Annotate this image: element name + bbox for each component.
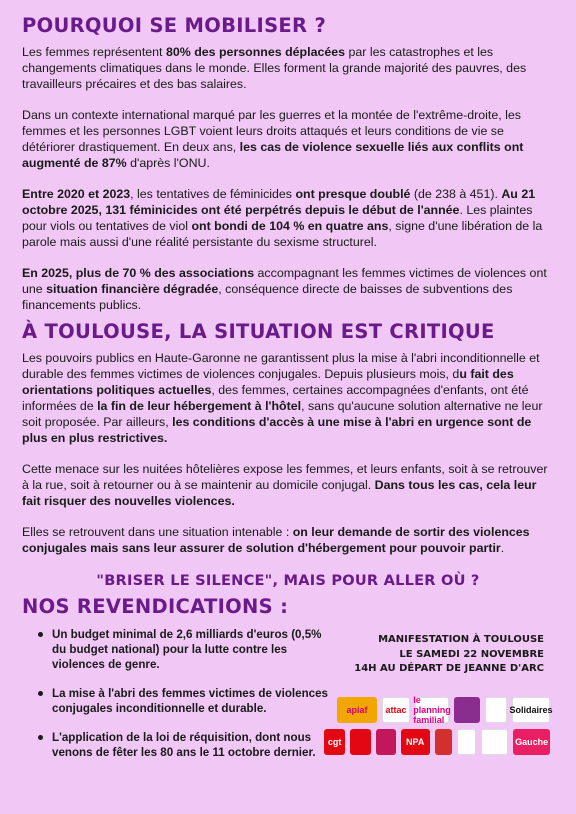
demands-list xyxy=(36,627,336,774)
logo-attac: attac xyxy=(382,697,410,723)
paragraph-hotel-threat: Cette menace sur les nuitées hôtelières expose les femmes, et leurs enfants, soit à se retrouver à la rue, soit à retourner ou à se maintenir au domicile conjugal. Dans tous les cas, cela leur fait risquer des nouvelles violences. xyxy=(22,462,548,508)
logo-round-logo xyxy=(485,697,507,723)
logo-planning-familial: le planning familial xyxy=(413,695,451,725)
bottom-area xyxy=(22,623,554,814)
manifestation-city: MANIFESTATION À TOULOUSE xyxy=(378,634,544,645)
paragraph-international-context: Dans un contexte international marqué par les guerres et la montée de l'extrême-droite, les femmes et les personnes LGBT voient leurs droits attaqués et leurs conditions de vie se détériorer drastiquement. En deux ans, les cas de violence sexuelle liés aux conflits ont augmenté de 87% d'après l'ONU. xyxy=(22,108,524,170)
logo-union-locale xyxy=(481,729,508,755)
logo-npa: NPA xyxy=(401,729,430,755)
section-title-why: POURQUOI SE MOBILISER ? xyxy=(22,14,327,37)
logo-feminist-collective xyxy=(454,697,480,723)
logo-fsu xyxy=(350,729,371,755)
partner-logos xyxy=(324,695,553,761)
logo-solidaires: Solidaires xyxy=(512,697,550,723)
logo-gauche-ecosocialiste: Gauche xyxy=(513,729,550,755)
demand-item: Un budget minimal de 2,6 milliards d'euros (0,5% du budget national) pour la lutte contre les violences de genre. xyxy=(36,627,336,672)
demand-item: L'application de la loi de réquisition, dont nous venons de fêter les 80 ans le 11 octobre dernier. xyxy=(36,730,336,760)
paragraph-associations: En 2025, plus de 70 % des associations accompagnant les femmes victimes de violences ont une situation financière dégradée, conséquence directe de baisses de subventions des financements publics. xyxy=(22,266,547,312)
demand-item: La mise à l'abri des femmes victimes de violences conjugales inconditionnelle et durable. xyxy=(36,686,336,716)
paragraph-femicides: Entre 2020 et 2023, les tentatives de féminicides ont presque doublé (de 238 à 451). Au 21 octobre 2025, 131 féminicides ont été perpétrés depuis le début de l'année. Les plaintes pour viols ou tentatives de viol ont bondi de 104 % en quatre ans, signe d'une libération de la parole mais aussi d'une réalité persistante du sexisme structurel. xyxy=(22,187,543,249)
logo-row xyxy=(324,695,553,725)
manifestation-time-place: 14H AU DÉPART DE JEANNE D'ARC xyxy=(354,663,544,674)
subheading-break-silence: "BRISER LE SILENCE", MAIS POUR ALLER OÙ ? xyxy=(96,572,480,589)
paragraph-public-authorities: Les pouvoirs publics en Haute-Garonne ne garantissent plus la mise à l'abri inconditionnelle et durable des femmes victimes de violences conjugales. Depuis plusieurs mois, du fait des orientations politiques actuelles, des femmes, certaines accompagnées d'enfants, ont été informées de la fin de leur hébergement à l'hôtel, sans qu'aucune solution alternative ne leur soit proposée. Par ailleurs, les conditions d'accès à une mise à l'abri en urgence sont de plus en plus restrictives. xyxy=(22,351,543,445)
manifestation-date: LE SAMEDI 22 NOVEMBRE xyxy=(399,648,544,660)
logo-apiaf: apiaf xyxy=(337,697,377,723)
section-title-demands: NOS REVENDICATIONS : xyxy=(22,595,289,618)
logo-cgt: cgt xyxy=(324,729,345,755)
section-title-toulouse: À TOULOUSE, LA SITUATION EST CRITIQUE xyxy=(22,320,495,343)
logo-round-red xyxy=(435,729,452,755)
logo-women-symbol xyxy=(376,729,395,755)
paragraph-displaced-women: Les femmes représentent 80% des personnes déplacées par les catastrophes et les changements climatiques dans le monde. Elles forment la grande majorité des pauvres, des travailleurs précaires et des bas salaires. xyxy=(22,45,527,91)
manifestation-info xyxy=(344,633,544,677)
logo-row xyxy=(324,729,550,755)
logo-pcf xyxy=(457,729,476,755)
paragraph-untenable-situation: Elles se retrouvent dans une situation intenable : on leur demande de sortir des violences conjugales mais sans leur assurer de solution d'hébergement pour pouvoir partir. xyxy=(22,525,530,555)
